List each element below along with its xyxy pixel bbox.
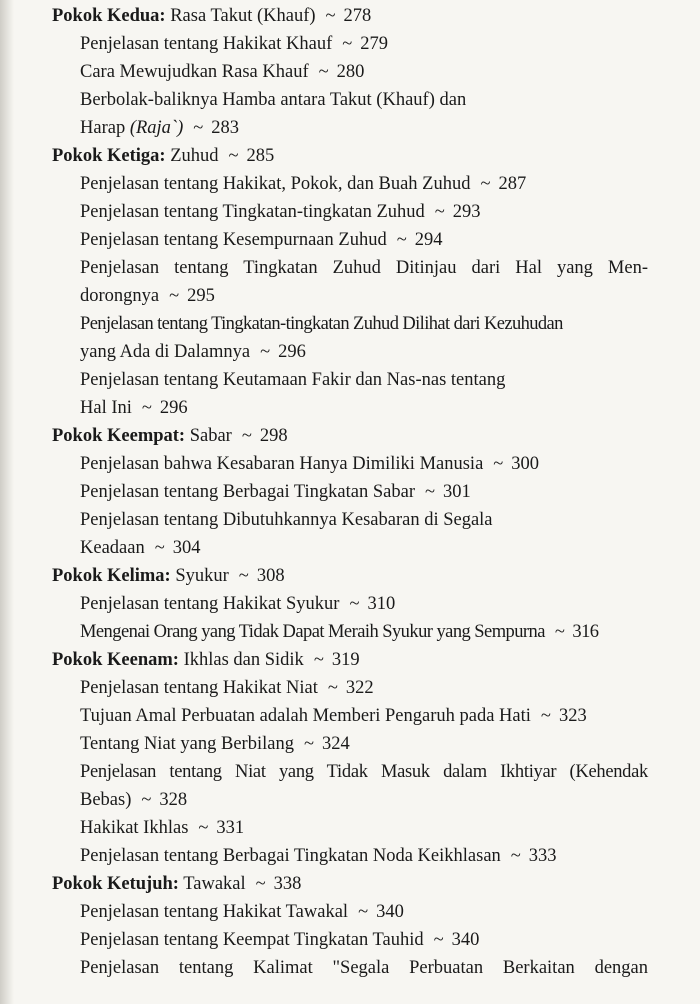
page-number: 280 [336, 62, 365, 82]
tilde-separator: ~ [327, 678, 338, 698]
page-number: 304 [172, 538, 201, 558]
toc-entry-line1[interactable] [80, 758, 648, 786]
entry-title: Penjelasan tentang Kalimat "Segala Perbuatan Berkaitan dengan [80, 958, 648, 978]
toc-entry-line1[interactable] [80, 366, 505, 394]
page-number: 296 [278, 342, 306, 362]
toc-entry-line1[interactable] [80, 310, 563, 338]
tilde-separator: ~ [434, 202, 445, 222]
page-number: 295 [187, 286, 215, 306]
toc-entry[interactable] [80, 898, 404, 926]
page-number: 300 [511, 454, 540, 474]
tilde-separator: ~ [228, 146, 239, 166]
entry-title-continued: yang Ada di Dalamnya [80, 342, 251, 362]
toc-entry[interactable] [80, 450, 539, 478]
tilde-separator: ~ [342, 34, 353, 54]
toc-entry[interactable] [80, 478, 471, 506]
page-number: 296 [159, 398, 188, 418]
tilde-separator: ~ [510, 846, 521, 866]
entry-title-continued: dorongnya [80, 286, 160, 306]
entry-title: Penjelasan tentang Hakikat Tawakal [80, 902, 349, 922]
section-label: Pokok Kelima: [52, 566, 171, 586]
tilde-separator: ~ [303, 734, 314, 754]
entry-title: Cara Mewujudkan Rasa Khauf [80, 62, 309, 82]
toc-section-ketiga[interactable] [52, 142, 274, 170]
toc-entry[interactable] [80, 30, 388, 58]
page-number: 298 [259, 426, 288, 446]
page-number: 279 [360, 34, 388, 54]
toc-section-kelima[interactable] [52, 562, 285, 590]
page-number: 294 [414, 230, 443, 250]
page-number: 285 [246, 146, 275, 166]
entry-title: Berbolak-baliknya Hamba antara Takut (Khauf) dan [80, 90, 467, 110]
entry-title: Penjelasan tentang Keempat Tingkatan Tauhid [80, 930, 424, 950]
tilde-separator: ~ [554, 622, 565, 642]
page-number: 293 [452, 202, 481, 222]
entry-title: Penjelasan tentang Keutamaan Fakir dan Nas-nas tentang [80, 370, 506, 390]
entry-title: Tujuan Amal Perbuatan adalah Memberi Pengaruh pada Hati [80, 706, 531, 726]
toc-section-kedua[interactable] [52, 2, 371, 30]
tilde-separator: ~ [154, 538, 165, 558]
tilde-separator: ~ [325, 6, 336, 26]
toc-entry-line1[interactable] [80, 506, 493, 534]
page-number: 338 [273, 874, 302, 894]
section-name: Ikhlas dan Sidik [183, 650, 304, 670]
page-number: 340 [451, 930, 480, 950]
section-label: Pokok Kedua: [52, 6, 166, 26]
toc-entry[interactable] [80, 842, 557, 870]
toc-entry[interactable] [80, 170, 526, 198]
tilde-separator: ~ [169, 286, 180, 306]
page-edge-shadow [0, 0, 14, 1004]
page-number: 324 [321, 734, 350, 754]
entry-title: Penjelasan tentang Tingkatan-tingkatan Zuhud Dilihat dari Kezuhudan [80, 314, 563, 334]
page-number: 301 [443, 482, 471, 502]
tilde-separator: ~ [396, 230, 407, 250]
entry-title: Hakikat Ikhlas [80, 818, 189, 838]
page-number: 316 [572, 622, 599, 642]
section-name: Syukur [175, 566, 229, 586]
page-number: 287 [498, 174, 527, 194]
toc-entry-line2[interactable] [80, 534, 200, 562]
section-label: Pokok Ketiga: [52, 146, 166, 166]
entry-title: Penjelasan tentang Berbagai Tingkatan Noda Keikhlasan [80, 846, 501, 866]
toc-entry[interactable] [80, 674, 374, 702]
page-number: 340 [376, 902, 404, 922]
section-label: Pokok Keempat: [52, 426, 186, 446]
page-number: 278 [343, 6, 372, 26]
toc-entry-line1[interactable] [80, 254, 648, 282]
tilde-separator: ~ [255, 874, 266, 894]
tilde-separator: ~ [540, 706, 551, 726]
toc-entry[interactable] [80, 198, 481, 226]
entry-title-continued: Bebas) [80, 790, 132, 810]
entry-title: Penjelasan tentang Hakikat, Pokok, dan Buah Zuhud [80, 174, 471, 194]
toc-entry[interactable] [80, 730, 350, 758]
toc-entry[interactable] [80, 590, 395, 618]
section-name: Rasa Takut (Khauf) [170, 6, 316, 26]
entry-title: Penjelasan tentang Hakikat Niat [80, 678, 318, 698]
section-label: Pokok Ketujuh: [52, 874, 179, 894]
entry-title-italic: (Raja`) [129, 118, 184, 138]
page-number: 333 [528, 846, 557, 866]
tilde-separator: ~ [493, 454, 504, 474]
page-number: 322 [345, 678, 374, 698]
tilde-separator: ~ [433, 930, 444, 950]
tilde-separator: ~ [349, 594, 360, 614]
toc-entry[interactable] [80, 814, 244, 842]
page-number: 323 [558, 706, 587, 726]
entry-title: Penjelasan tentang Dibutuhkannya Kesabaran di Segala [80, 510, 493, 530]
toc-section-keenam[interactable] [52, 646, 360, 674]
entry-title: Penjelasan tentang Tingkatan-tingkatan Zuhud [80, 202, 425, 222]
tilde-separator: ~ [241, 426, 252, 446]
toc-entry[interactable] [80, 618, 598, 646]
tilde-separator: ~ [424, 482, 435, 502]
toc-entry-line2[interactable] [80, 786, 187, 814]
tilde-separator: ~ [480, 174, 491, 194]
page-number: 319 [331, 650, 360, 670]
section-name: Tawakal [183, 874, 246, 894]
entry-title: Penjelasan tentang Niat yang Tidak Masuk dalam Ikhtiyar (Kehendak [80, 762, 648, 782]
page-number: 328 [159, 790, 188, 810]
toc-entry[interactable] [80, 58, 364, 86]
toc-entry-line2[interactable] [80, 338, 306, 366]
entry-title-continued: Hal Ini [80, 398, 132, 418]
tilde-separator: ~ [260, 342, 271, 362]
tilde-separator: ~ [313, 650, 324, 670]
toc-section-ketujuh[interactable] [52, 870, 301, 898]
entry-title: Penjelasan tentang Kesempurnaan Zuhud [80, 230, 387, 250]
tilde-separator: ~ [141, 398, 152, 418]
tilde-separator: ~ [141, 790, 152, 810]
section-name: Zuhud [170, 146, 219, 166]
entry-title: Penjelasan bahwa Kesabaran Hanya Dimiliki Manusia [80, 454, 484, 474]
toc-entry-line2[interactable] [80, 282, 215, 310]
toc-section-keempat[interactable] [52, 422, 288, 450]
toc-entry-line2[interactable] [80, 114, 239, 142]
toc-entry[interactable] [80, 226, 442, 254]
tilde-separator: ~ [193, 118, 204, 138]
page-number: 310 [367, 594, 396, 614]
entry-title: Mengenai Orang yang Tidak Dapat Meraih Syukur yang Sempurna [80, 622, 545, 642]
page-number: 331 [216, 818, 245, 838]
toc-entry[interactable] [80, 926, 479, 954]
tilde-separator: ~ [358, 902, 369, 922]
entry-title-continued: Keadaan [80, 538, 145, 558]
tilde-separator: ~ [318, 62, 329, 82]
page-number: 308 [256, 566, 285, 586]
section-name: Sabar [189, 426, 232, 446]
entry-title: Penjelasan tentang Tingkatan Zuhud Ditinjau dari Hal yang Men- [80, 258, 648, 278]
page-number: 283 [211, 118, 240, 138]
toc-entry[interactable] [80, 702, 587, 730]
entry-title: Penjelasan tentang Berbagai Tingkatan Sabar [80, 482, 415, 502]
entry-title: Penjelasan tentang Hakikat Syukur [80, 594, 340, 614]
entry-title: Penjelasan tentang Hakikat Khauf [80, 34, 333, 54]
entry-title: Tentang Niat yang Berbilang [80, 734, 294, 754]
toc-entry-line1[interactable] [80, 954, 648, 982]
entry-title-continued: Harap [80, 118, 126, 138]
toc-entry-line2[interactable] [80, 394, 188, 422]
tilde-separator: ~ [238, 566, 249, 586]
section-label: Pokok Keenam: [52, 650, 179, 670]
toc-entry-line1[interactable] [80, 86, 466, 114]
tilde-separator: ~ [198, 818, 209, 838]
